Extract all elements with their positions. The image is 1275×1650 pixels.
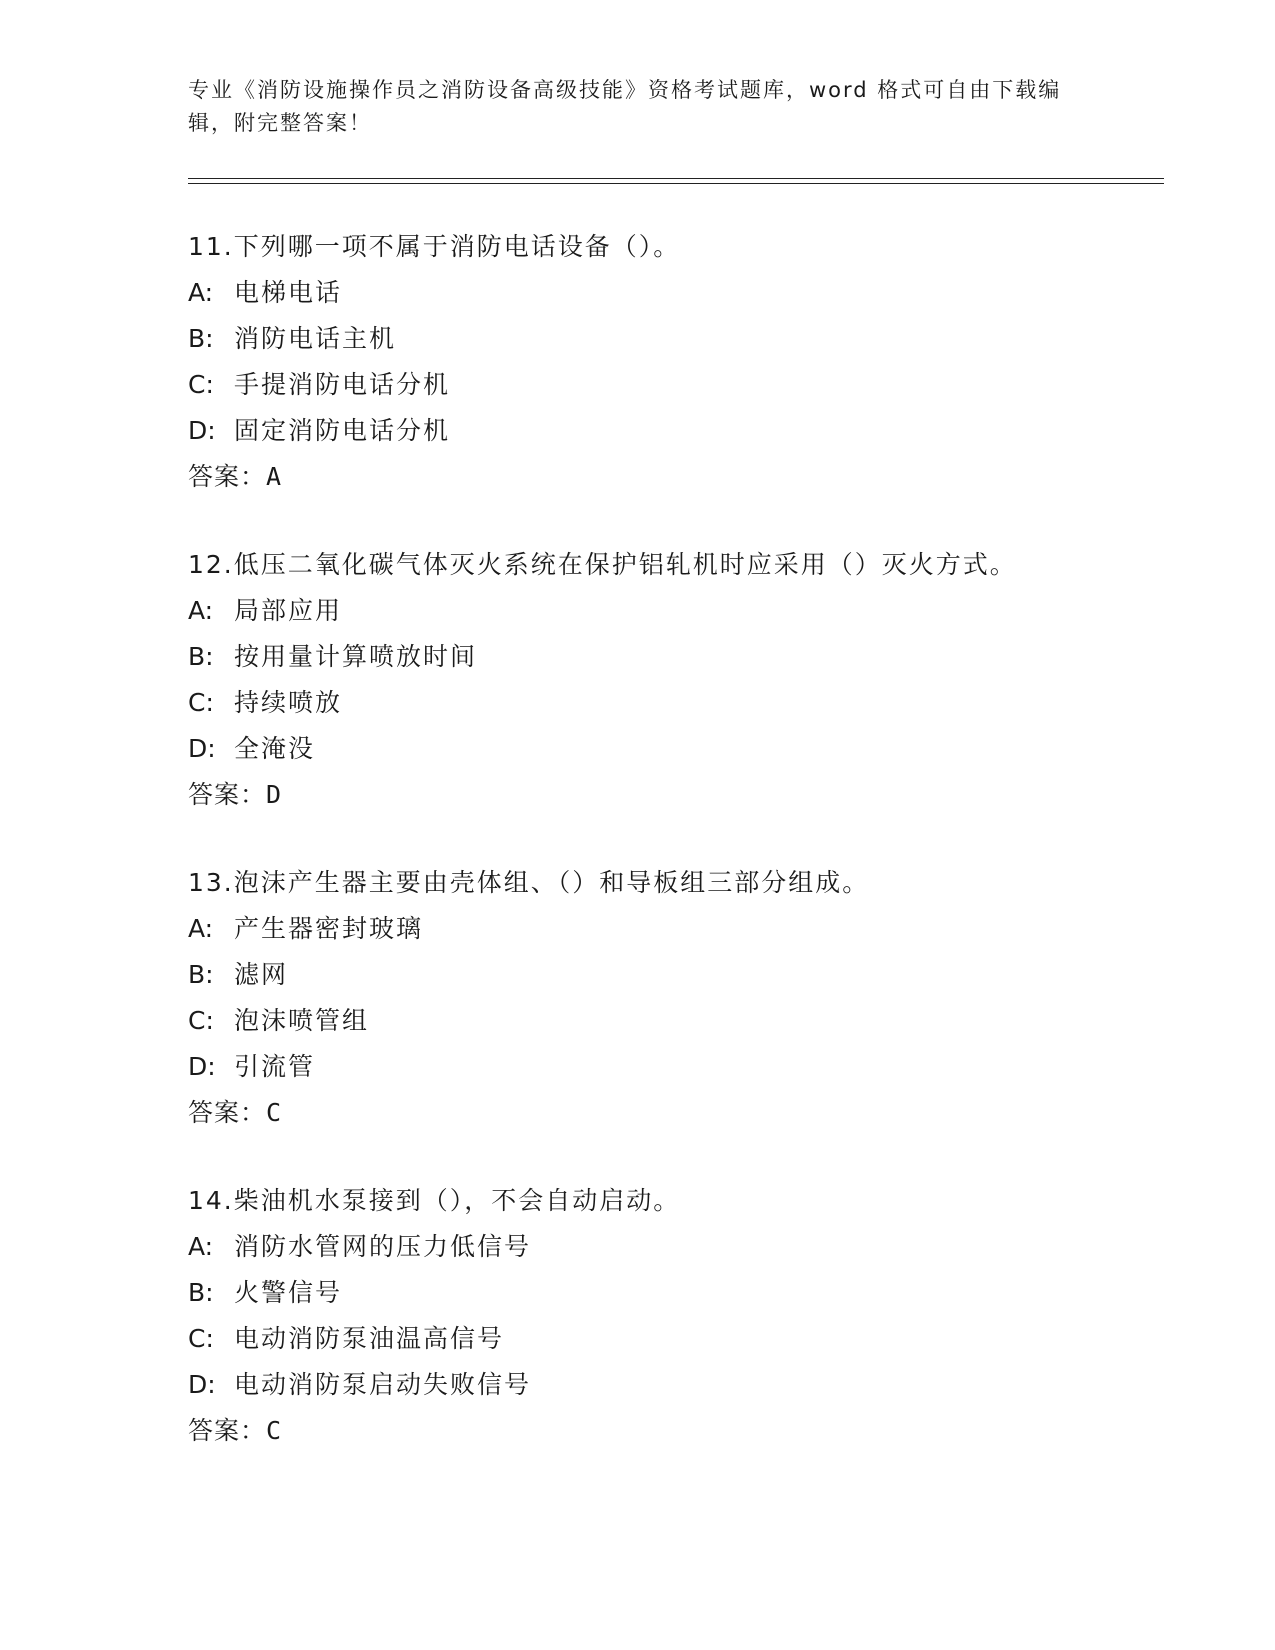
option-text: 电梯电话 <box>234 278 343 307</box>
option-text: 火警信号 <box>234 1278 343 1307</box>
answer-label: 答案： <box>188 1416 267 1445</box>
option-text: 手提消防电话分机 <box>234 370 451 399</box>
option-label: D: <box>188 734 216 763</box>
option-label: A: <box>188 914 214 943</box>
option-label: C: <box>188 370 214 399</box>
option-d <box>188 734 1188 764</box>
question-stem: 13.泡沫产生器主要由壳体组、（）和导板组三部分组成。 <box>188 868 870 897</box>
option-b <box>188 324 1188 354</box>
option-text: 局部应用 <box>234 596 343 625</box>
answer-value: C <box>266 1098 283 1127</box>
header-divider-bottom <box>188 183 1164 184</box>
option-text: 消防电话主机 <box>234 324 397 353</box>
option-a <box>188 914 1188 944</box>
option-text: 泡沫喷管组 <box>234 1006 370 1035</box>
document-header: 专业《消防设施操作员之消防设备高级技能》资格考试题库，word 格式可自由下载编辑，附完整答案！ <box>188 78 1062 135</box>
option-text: 引流管 <box>234 1052 316 1081</box>
question-13 <box>188 868 1188 1128</box>
option-b <box>188 642 1188 672</box>
option-label: A: <box>188 596 214 625</box>
question-stem: 12.低压二氧化碳气体灭火系统在保护铝轧机时应采用（）灭火方式。 <box>188 550 1017 579</box>
option-d <box>188 1052 1188 1082</box>
option-a <box>188 278 1188 308</box>
question-12 <box>188 550 1188 810</box>
question-14 <box>188 1186 1188 1446</box>
option-a <box>188 596 1188 626</box>
option-a <box>188 1232 1188 1262</box>
option-d <box>188 1370 1188 1400</box>
option-label: C: <box>188 1006 214 1035</box>
header-divider-top <box>188 178 1164 179</box>
option-label: D: <box>188 1370 216 1399</box>
option-label: B: <box>188 960 214 989</box>
question-stem: 11.下列哪一项不属于消防电话设备（）。 <box>188 232 681 261</box>
option-label: C: <box>188 688 214 717</box>
option-text: 消防水管网的压力低信号 <box>234 1232 532 1261</box>
answer-line <box>188 1098 1188 1128</box>
option-text: 电动消防泵启动失败信号 <box>234 1370 532 1399</box>
option-label: A: <box>188 278 214 307</box>
option-text: 滤网 <box>234 960 289 989</box>
option-label: D: <box>188 416 216 445</box>
option-label: B: <box>188 1278 214 1307</box>
answer-label: 答案： <box>188 780 267 809</box>
answer-line <box>188 780 1188 810</box>
option-label: A: <box>188 1232 214 1261</box>
question-11 <box>188 232 1188 492</box>
answer-label: 答案： <box>188 1098 267 1127</box>
answer-label: 答案： <box>188 462 267 491</box>
option-c <box>188 1324 1188 1354</box>
option-d <box>188 416 1188 446</box>
option-text: 固定消防电话分机 <box>234 416 451 445</box>
option-text: 按用量计算喷放时间 <box>234 642 478 671</box>
question-stem: 14.柴油机水泵接到（），不会自动启动。 <box>188 1186 681 1215</box>
answer-value: D <box>266 780 283 809</box>
option-text: 产生器密封玻璃 <box>234 914 424 943</box>
answer-value: C <box>266 1416 283 1445</box>
answer-line <box>188 1416 1188 1446</box>
option-c <box>188 370 1188 400</box>
option-c <box>188 1006 1188 1036</box>
option-label: D: <box>188 1052 216 1081</box>
option-label: B: <box>188 642 214 671</box>
option-b <box>188 960 1188 990</box>
option-text: 持续喷放 <box>234 688 343 717</box>
option-c <box>188 688 1188 718</box>
option-text: 电动消防泵油温高信号 <box>234 1324 505 1353</box>
option-text: 全淹没 <box>234 734 316 763</box>
answer-line <box>188 462 1188 492</box>
option-b <box>188 1278 1188 1308</box>
option-label: B: <box>188 324 214 353</box>
answer-value: A <box>266 462 283 491</box>
option-label: C: <box>188 1324 214 1353</box>
